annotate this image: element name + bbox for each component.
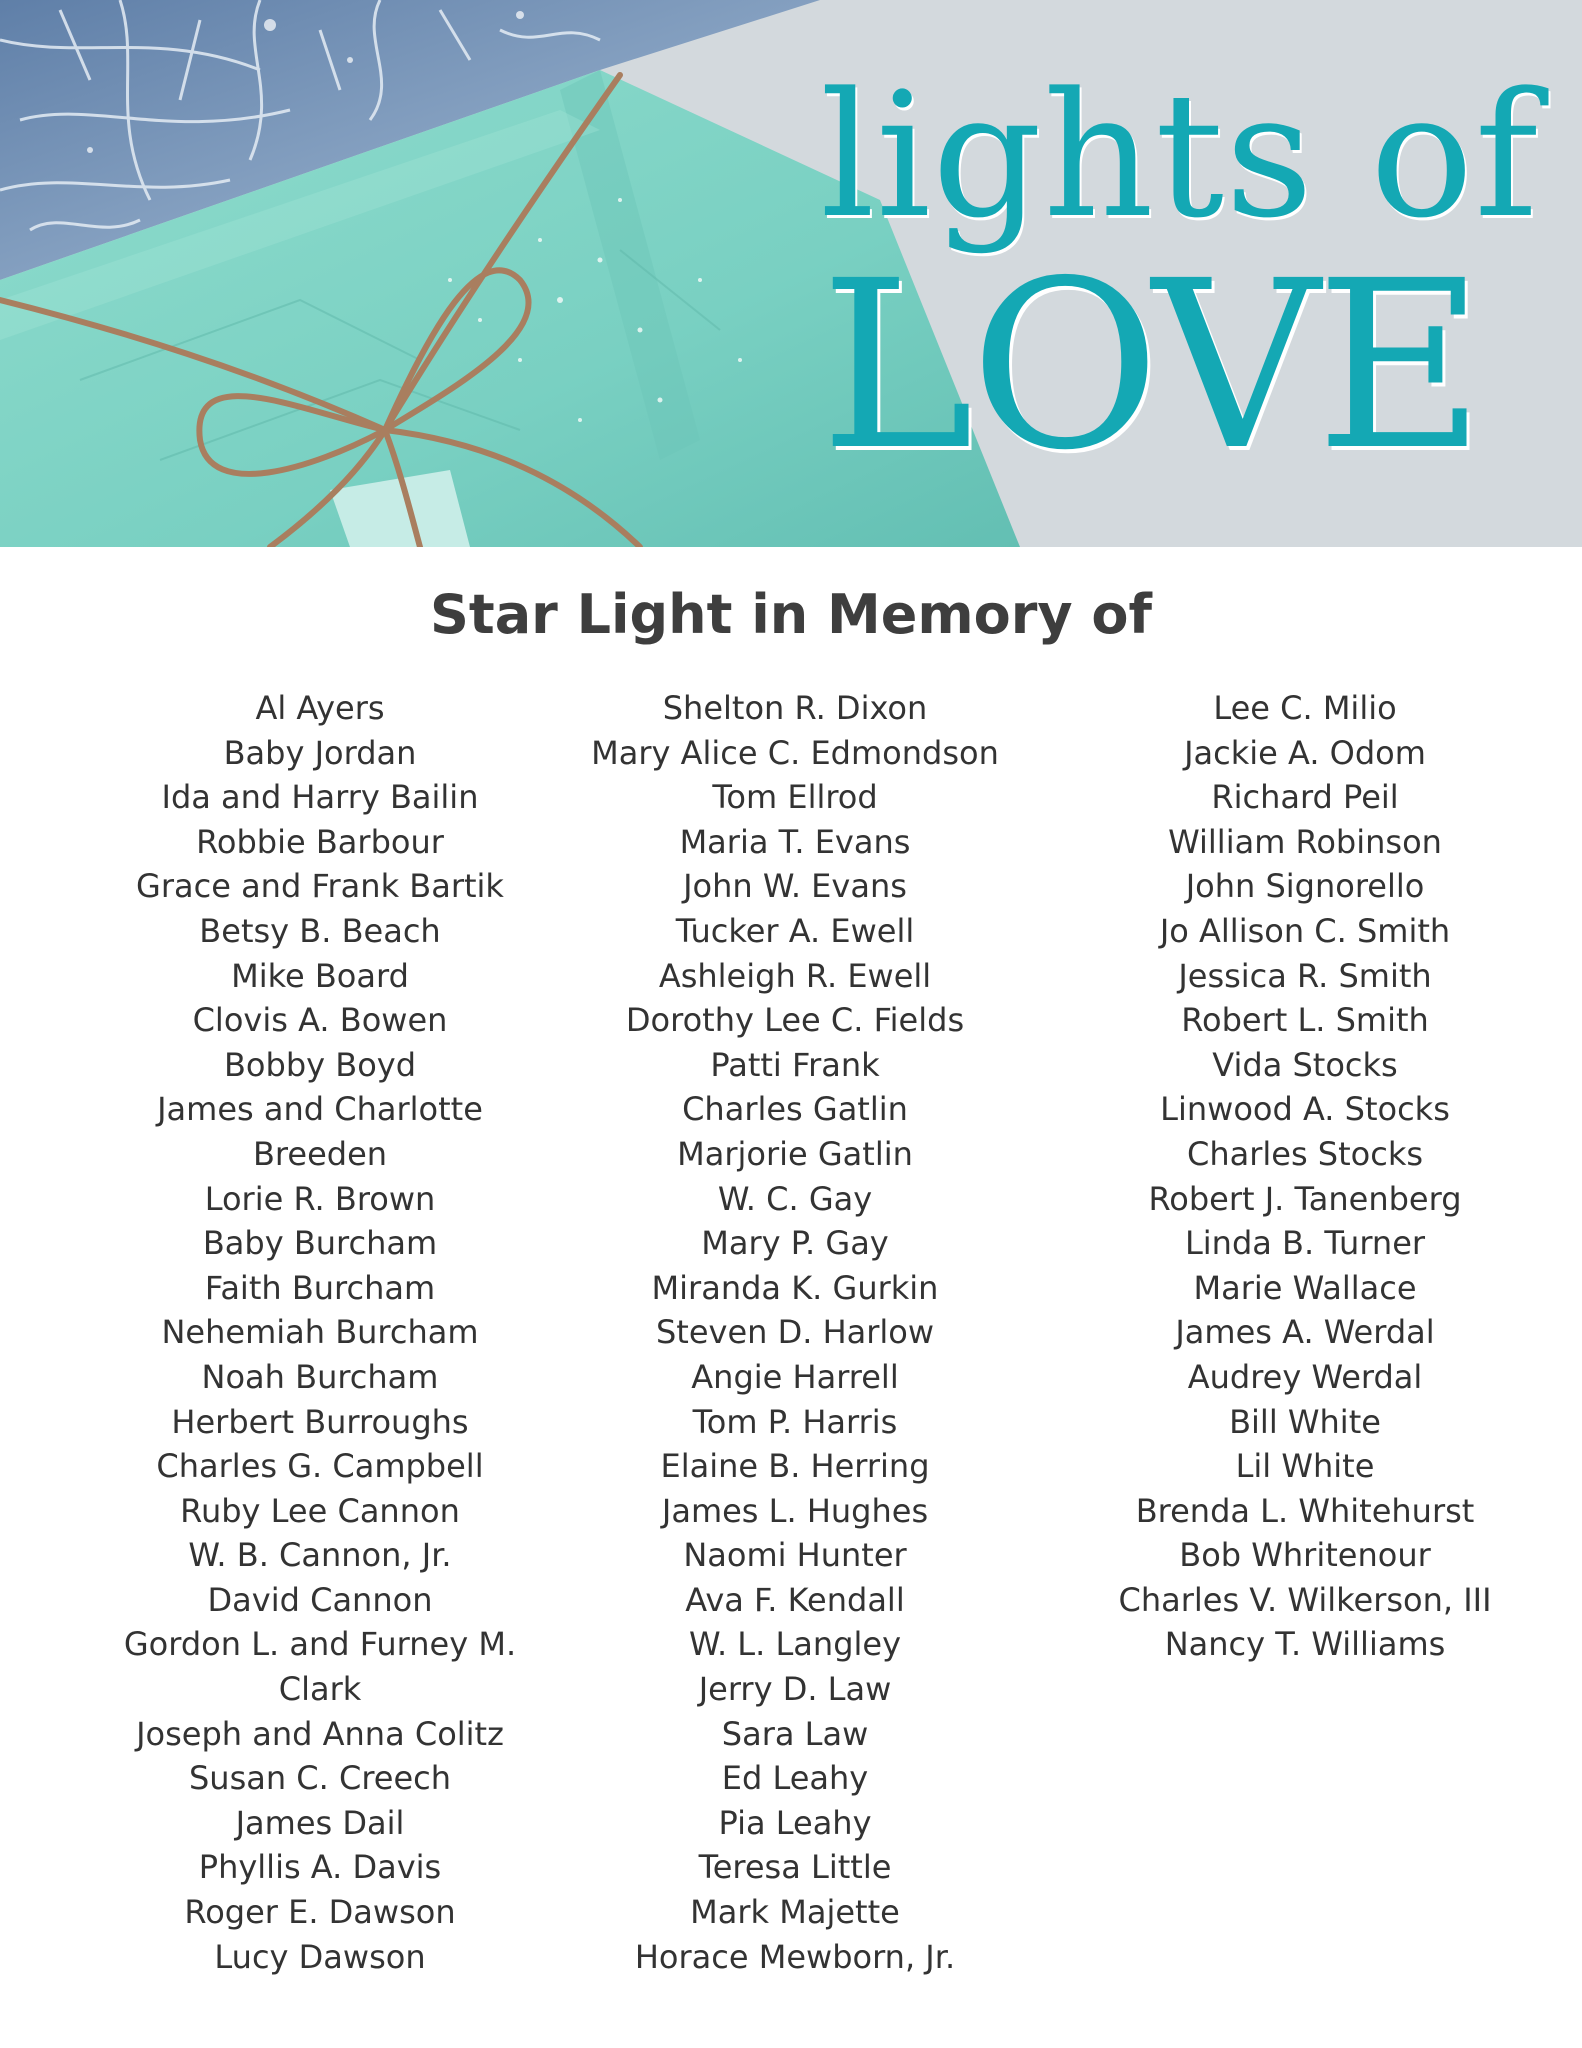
memorial-name: John Signorello (1185, 867, 1425, 906)
memorial-name: Clovis A. Bowen (192, 1001, 448, 1040)
memorial-name: Jo Allison C. Smith (1159, 911, 1451, 950)
memorial-name: Angie Harrell (691, 1357, 899, 1396)
memorial-name: Phyllis A. Davis (198, 1848, 442, 1887)
memorial-name: Marie Wallace (1193, 1268, 1417, 1307)
memorial-name: James A. Werdal (1175, 1313, 1435, 1352)
memorial-name: Patti Frank (710, 1045, 880, 1084)
memorial-name: Robert L. Smith (1181, 1001, 1429, 1040)
memorial-name: Nancy T. Williams (1164, 1625, 1446, 1664)
memorial-name: Breeden (252, 1134, 388, 1173)
memorial-name: Shelton R. Dixon (662, 689, 928, 727)
brand-title-lights-of: lights of (820, 55, 1540, 256)
memorial-name: Bob Whritenour (1179, 1536, 1431, 1575)
memorial-name: Bill White (1229, 1402, 1381, 1441)
memorial-name: W. C. Gay (717, 1179, 873, 1218)
memorial-name: Jessica R. Smith (1178, 956, 1432, 995)
memorial-name: Charles Stocks (1186, 1134, 1424, 1173)
memorial-name: W. B. Cannon, Jr. (188, 1536, 452, 1575)
memorial-name: Clark (278, 1670, 362, 1709)
memorial-name: Betsy B. Beach (199, 911, 441, 950)
memorial-name: Richard Peil (1211, 778, 1399, 817)
memorial-name: Mark Majette (690, 1893, 900, 1932)
memorial-name: Audrey Werdal (1187, 1357, 1423, 1396)
memorial-name: Marjorie Gatlin (677, 1134, 913, 1173)
memorial-name: Horace Mewborn, Jr. (634, 1937, 956, 1976)
memorial-name: Pia Leahy (718, 1803, 872, 1842)
memorial-name: Ruby Lee Cannon (180, 1491, 460, 1530)
memorial-name: Grace and Frank Bartik (136, 867, 504, 906)
memorial-name: Charles V. Wilkerson, III (1118, 1580, 1492, 1619)
memorial-name: Linda B. Turner (1184, 1224, 1426, 1263)
memorial-name: Naomi Hunter (683, 1536, 907, 1575)
memorial-name: Lee C. Milio (1213, 689, 1397, 727)
brand-title-love: LOVE (820, 231, 1482, 501)
names-column-1 (90, 686, 550, 1979)
memorial-name: Elaine B. Herring (660, 1447, 930, 1486)
memorial-name: Steven D. Harlow (655, 1313, 935, 1352)
memorial-name: Tom Ellrod (712, 778, 878, 817)
memorial-name: Teresa Little (698, 1848, 892, 1887)
memorial-name: Mary Alice C. Edmondson (591, 733, 999, 772)
memorial-name: Robbie Barbour (196, 822, 444, 861)
memorial-name: Baby Jordan (223, 733, 417, 772)
memorial-name: David Cannon (207, 1580, 433, 1619)
memorial-name: Charles G. Campbell (156, 1447, 484, 1486)
memorial-name: Dorothy Lee C. Fields (625, 1001, 965, 1040)
memorial-name: Roger E. Dawson (184, 1893, 456, 1932)
memorial-name: Jerry D. Law (698, 1670, 892, 1709)
memorial-name: Ed Leahy (721, 1759, 869, 1798)
memorial-name: Lil White (1235, 1447, 1375, 1486)
memorial-name: James L. Hughes (661, 1491, 929, 1530)
memorial-name: Noah Burcham (201, 1357, 439, 1396)
memorial-name: Baby Burcham (202, 1224, 438, 1263)
memorial-name: Linwood A. Stocks (1160, 1090, 1450, 1129)
memorial-name: Tom P. Harris (692, 1402, 898, 1441)
memorial-name: Gordon L. and Furney M. (123, 1625, 517, 1664)
memorial-name: Nehemiah Burcham (161, 1313, 479, 1352)
memorial-name: Brenda L. Whitehurst (1135, 1491, 1475, 1530)
memorial-name: Bobby Boyd (223, 1045, 417, 1084)
header-banner (0, 0, 1582, 547)
memorial-name: Ashleigh R. Ewell (658, 956, 932, 995)
memorial-name: Charles Gatlin (682, 1090, 908, 1129)
memorial-name: William Robinson (1168, 822, 1442, 861)
memorial-name: Ava F. Kendall (685, 1580, 905, 1619)
memorial-name: Ida and Harry Bailin (161, 778, 479, 817)
memorial-name: Al Ayers (255, 689, 385, 727)
memorial-name: Tucker A. Ewell (675, 911, 915, 950)
memorial-name: Lorie R. Brown (204, 1179, 436, 1218)
memorial-name: John W. Evans (683, 867, 907, 906)
page-heading: Star Light in Memory of (430, 583, 1152, 646)
memorial-name: Mary P. Gay (701, 1224, 889, 1263)
memorial-name: Maria T. Evans (679, 822, 911, 861)
names-column-2 (565, 686, 1025, 1979)
memorial-name: Mike Board (231, 956, 409, 995)
memorial-name: Vida Stocks (1212, 1045, 1398, 1084)
names-column-3 (1075, 686, 1535, 1667)
memorial-name: Jackie A. Odom (1184, 733, 1426, 772)
memorial-name: Robert J. Tanenberg (1148, 1179, 1462, 1218)
memorial-name: Herbert Burroughs (171, 1402, 469, 1441)
memorial-name: Miranda K. Gurkin (651, 1268, 939, 1307)
memorial-name: James Dail (235, 1803, 405, 1842)
memorial-name: Sara Law (721, 1714, 869, 1753)
memorial-name: W. L. Langley (688, 1625, 902, 1664)
memorial-name: Lucy Dawson (214, 1937, 426, 1976)
memorial-name: Joseph and Anna Colitz (136, 1714, 504, 1753)
memorial-name: James and Charlotte (157, 1090, 483, 1129)
memorial-name: Susan C. Creech (188, 1759, 452, 1798)
memorial-name: Faith Burcham (204, 1268, 436, 1307)
